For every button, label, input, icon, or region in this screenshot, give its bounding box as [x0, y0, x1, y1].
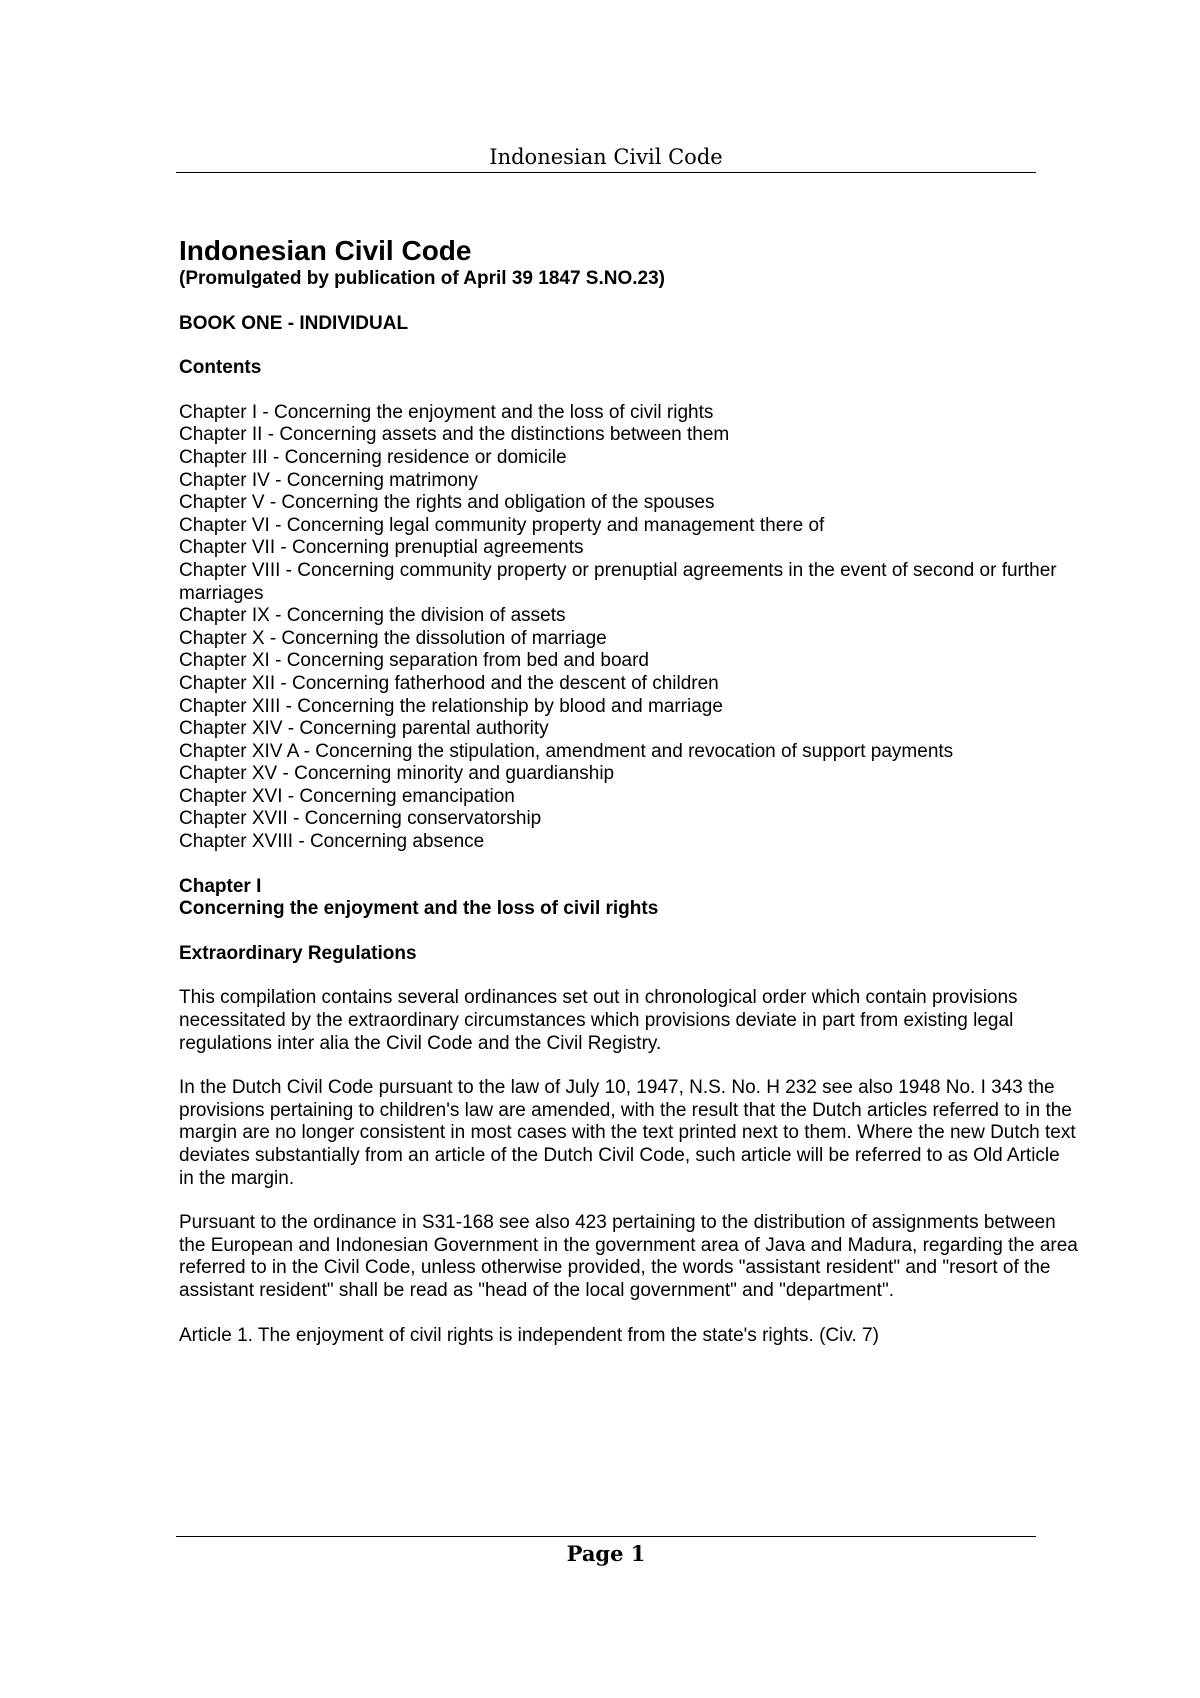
toc-item: Chapter XVIII - Concerning absence: [179, 831, 485, 853]
toc-item: Chapter XV - Concerning minority and guardianship: [179, 763, 615, 785]
toc-item: Chapter VIII - Concerning community property or prenuptial agreements in the event of second or further marriages: [179, 559, 1057, 604]
toc-item: Chapter I - Concerning the enjoyment and the loss of civil rights: [179, 401, 714, 423]
document-body: [179, 234, 1079, 1369]
toc-item: Chapter XVII - Concerning conservatorship: [179, 808, 542, 830]
toc-item: Chapter VII - Concerning prenuptial agreements: [179, 537, 584, 559]
toc-item: Chapter XIV A - Concerning the stipulation, amendment and revocation of support payments: [179, 740, 954, 762]
toc-item: Chapter V - Concerning the rights and obligation of the spouses: [179, 492, 715, 514]
toc-item: Chapter III - Concerning residence or domicile: [179, 446, 567, 468]
toc-item: Chapter XVI - Concerning emancipation: [179, 785, 515, 807]
toc-item: Chapter XI - Concerning separation from bed and board: [179, 650, 649, 672]
promulgation-note: (Promulgated by publication of April 39 1847 S.NO.23): [179, 268, 666, 289]
body-paragraph: This compilation contains several ordinances set out in chronological order which contain provisions necessitated by the extraordinary circumstances which provisions deviate in part from existing legal regulations inter alia the Civil Code and the Civil Registry.: [179, 987, 1018, 1054]
chapter-label: Chapter I: [179, 875, 262, 897]
table-of-contents: [179, 402, 1079, 854]
page-number: Page 1: [566, 1541, 646, 1566]
section-heading: Extraordinary Regulations: [179, 942, 417, 964]
toc-item: Chapter VI - Concerning legal community property and management there of: [179, 514, 825, 536]
running-header: Indonesian Civil Code: [489, 145, 723, 169]
chapter-title: Concerning the enjoyment and the loss of civil rights: [179, 898, 659, 920]
toc-item: Chapter X - Concerning the dissolution of marriage: [179, 627, 607, 649]
toc-item: Chapter II - Concerning assets and the distinctions between them: [179, 424, 730, 446]
body-paragraph: Pursuant to the ordinance in S31-168 see also 423 pertaining to the distribution of assignments between the European and Indonesian Government in the government area of Java and Madura, regarding the area referred to in the Civil Code, unless otherwise provided, the words "assistant resident" and "resort of the assistant resident" shall be read as "head of the local government" and "department".: [179, 1212, 1078, 1301]
toc-item: Chapter XIII - Concerning the relationship by blood and marriage: [179, 695, 723, 717]
toc-item: Chapter XII - Concerning fatherhood and the descent of children: [179, 672, 719, 694]
header-divider: [176, 172, 1036, 173]
toc-item: Chapter IX - Concerning the division of assets: [179, 605, 566, 627]
contents-heading: Contents: [179, 357, 262, 379]
body-paragraph: In the Dutch Civil Code pursuant to the law of July 10, 1947, N.S. No. H 232 see also 1948 No. I 343 the provisions pertaining to children's law are amended, with the result that the Dutch articles referred to in the margin are no longer consistent in most cases with the text printed next to them. Where the new Dutch text deviates substantially from an article of the Dutch Civil Code, such article will be referred to as Old Article in the margin.: [179, 1077, 1076, 1189]
toc-item: Chapter IV - Concerning matrimony: [179, 469, 478, 491]
document-title: Indonesian Civil Code: [179, 235, 472, 266]
article-paragraph: Article 1. The enjoyment of civil rights is independent from the state's rights. (Civ. 7): [179, 1324, 879, 1346]
footer-divider: [176, 1536, 1036, 1537]
toc-item: Chapter XIV - Concerning parental authority: [179, 718, 549, 740]
book-heading: BOOK ONE - INDIVIDUAL: [179, 312, 409, 334]
